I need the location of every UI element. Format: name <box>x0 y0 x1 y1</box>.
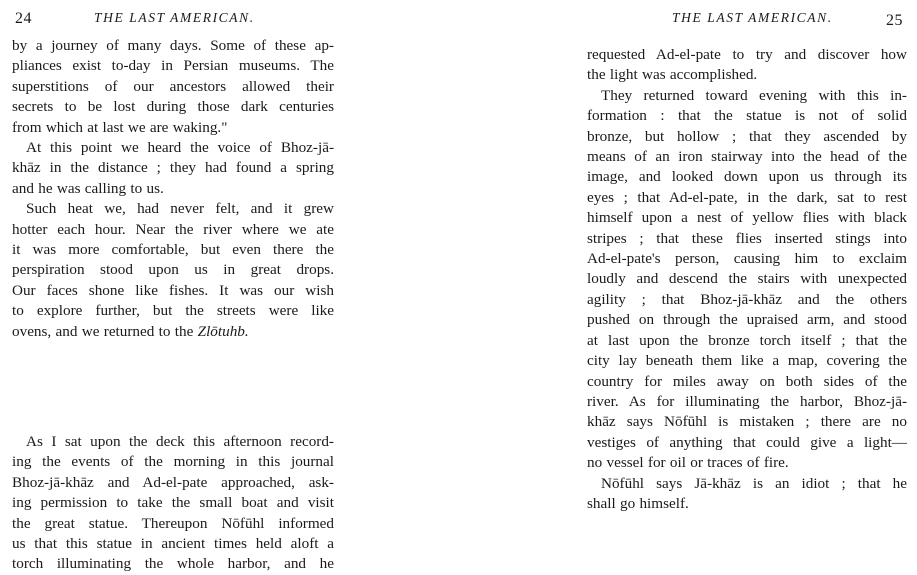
text-line: loudly and descend the stairs with unexpected <box>587 270 907 288</box>
text-line: Nōfūhl says Jā-khāz is an idiot ; that he <box>601 474 907 492</box>
paragraph <box>587 45 907 86</box>
text-line: city lay beneath them like a map, covering the <box>587 352 907 370</box>
text-line: bronze, but hollow ; that they ascended by <box>587 127 907 145</box>
text-line: pushed on through the upraised arm, and stood <box>587 311 907 329</box>
text-line: from which at last we are waking." <box>12 118 228 136</box>
text-line: stripes ; that these flies inserted stings into <box>587 229 907 247</box>
text-line: Such heat we, had never felt, and it grew <box>26 200 334 218</box>
text-run: ovens, and we returned to the <box>12 322 198 340</box>
text-line: the great statue. Thereupon Nōfūhl informed <box>12 514 334 532</box>
text-line: by a journey of many days. Some of these ap- <box>12 37 334 54</box>
text-line: and he was calling to us. <box>12 179 164 197</box>
text-line: to explore further, but the streets were like <box>12 302 334 320</box>
text-line: shall go himself. <box>587 494 689 512</box>
text-line: As I sat upon the deck this afternoon record- <box>26 433 334 450</box>
text-line: At this point we heard the voice of Bhoz-jā- <box>26 139 334 157</box>
text-line: khāz says Nōfūhl is mistaken ; there are no <box>587 413 907 431</box>
text-line: khāz in the distance ; they had found a spring <box>12 159 334 177</box>
text-line: Bhoz-jā-khāz and Ad-el-pate approached, ask- <box>12 473 334 491</box>
left-top-text <box>12 36 334 342</box>
text-line: They returned toward evening with this in- <box>601 86 907 104</box>
text-line: Ad-el-pate's person, causing him to exclaim <box>587 250 907 268</box>
text-line: eyes ; that Ad-el-pate, in the dark, sat to rest <box>587 188 907 206</box>
text-line: requested Ad-el-pate to try and discover how <box>587 46 907 63</box>
text-line: Our faces shone like fishes. It was our wish <box>12 281 334 299</box>
paragraph <box>587 86 907 474</box>
text-line: means of an iron stairway into the head of the <box>587 148 907 166</box>
right-running-head <box>587 6 907 28</box>
text-line: country for miles away on both sides of the <box>587 372 907 390</box>
text-line: us that this statue in ancient times held aloft a <box>12 535 334 553</box>
left-running-title: THE LAST AMERICAN. <box>94 10 255 25</box>
text-line: ing the events of the morning in this journal <box>12 453 334 471</box>
text-line: it was more comfortable, but even there the <box>12 241 334 259</box>
text-line: image, and looked down upon us through its <box>587 168 907 186</box>
paragraph <box>12 432 334 575</box>
text-line: secrets to be lost during those dark centuries <box>12 98 334 116</box>
text-line: the light was accomplished. <box>587 66 758 84</box>
left-page <box>12 0 334 573</box>
text-line: no vessel for oil or traces of fire. <box>587 454 789 472</box>
text-line: perspiration stood upon us in great drops. <box>12 261 334 279</box>
ship-name: Zlōtuhb. <box>197 322 249 340</box>
left-bottom-text <box>12 432 334 575</box>
left-page-number: 24 <box>15 10 32 27</box>
text-line: hotter each hour. Near the river where we ate <box>12 220 334 238</box>
paragraph <box>587 474 907 515</box>
text-line: superstitions of our ancestors allowed their <box>12 77 334 95</box>
text-line: himself upon a nest of yellow flies with black <box>587 209 907 227</box>
text-line: torch illuminating the whole harbor, and he <box>12 555 334 573</box>
right-page <box>587 0 907 565</box>
right-page-number: 25 <box>886 12 903 29</box>
right-text <box>587 45 907 514</box>
text-line: pliances exist to-day in Persian museums. The <box>12 57 334 75</box>
text-line: ing permission to take the small boat and visit <box>12 494 334 512</box>
text-line: agility ; that Bhoz-jā-khāz and the others <box>587 290 907 308</box>
left-running-head <box>12 6 334 28</box>
text-line: formation : that the statue is not of solid <box>587 107 907 125</box>
text-line: vestiges of anything that could give a light— <box>587 433 907 451</box>
right-running-title: THE LAST AMERICAN. <box>672 10 833 25</box>
paragraph <box>12 36 334 138</box>
paragraph <box>12 138 334 199</box>
text-line <box>12 322 334 342</box>
text-line: at last upon the bronze torch itself ; that the <box>587 331 907 349</box>
paragraph <box>12 199 334 342</box>
text-line: river. As for illuminating the harbor, Bhoz-jā- <box>587 392 907 410</box>
